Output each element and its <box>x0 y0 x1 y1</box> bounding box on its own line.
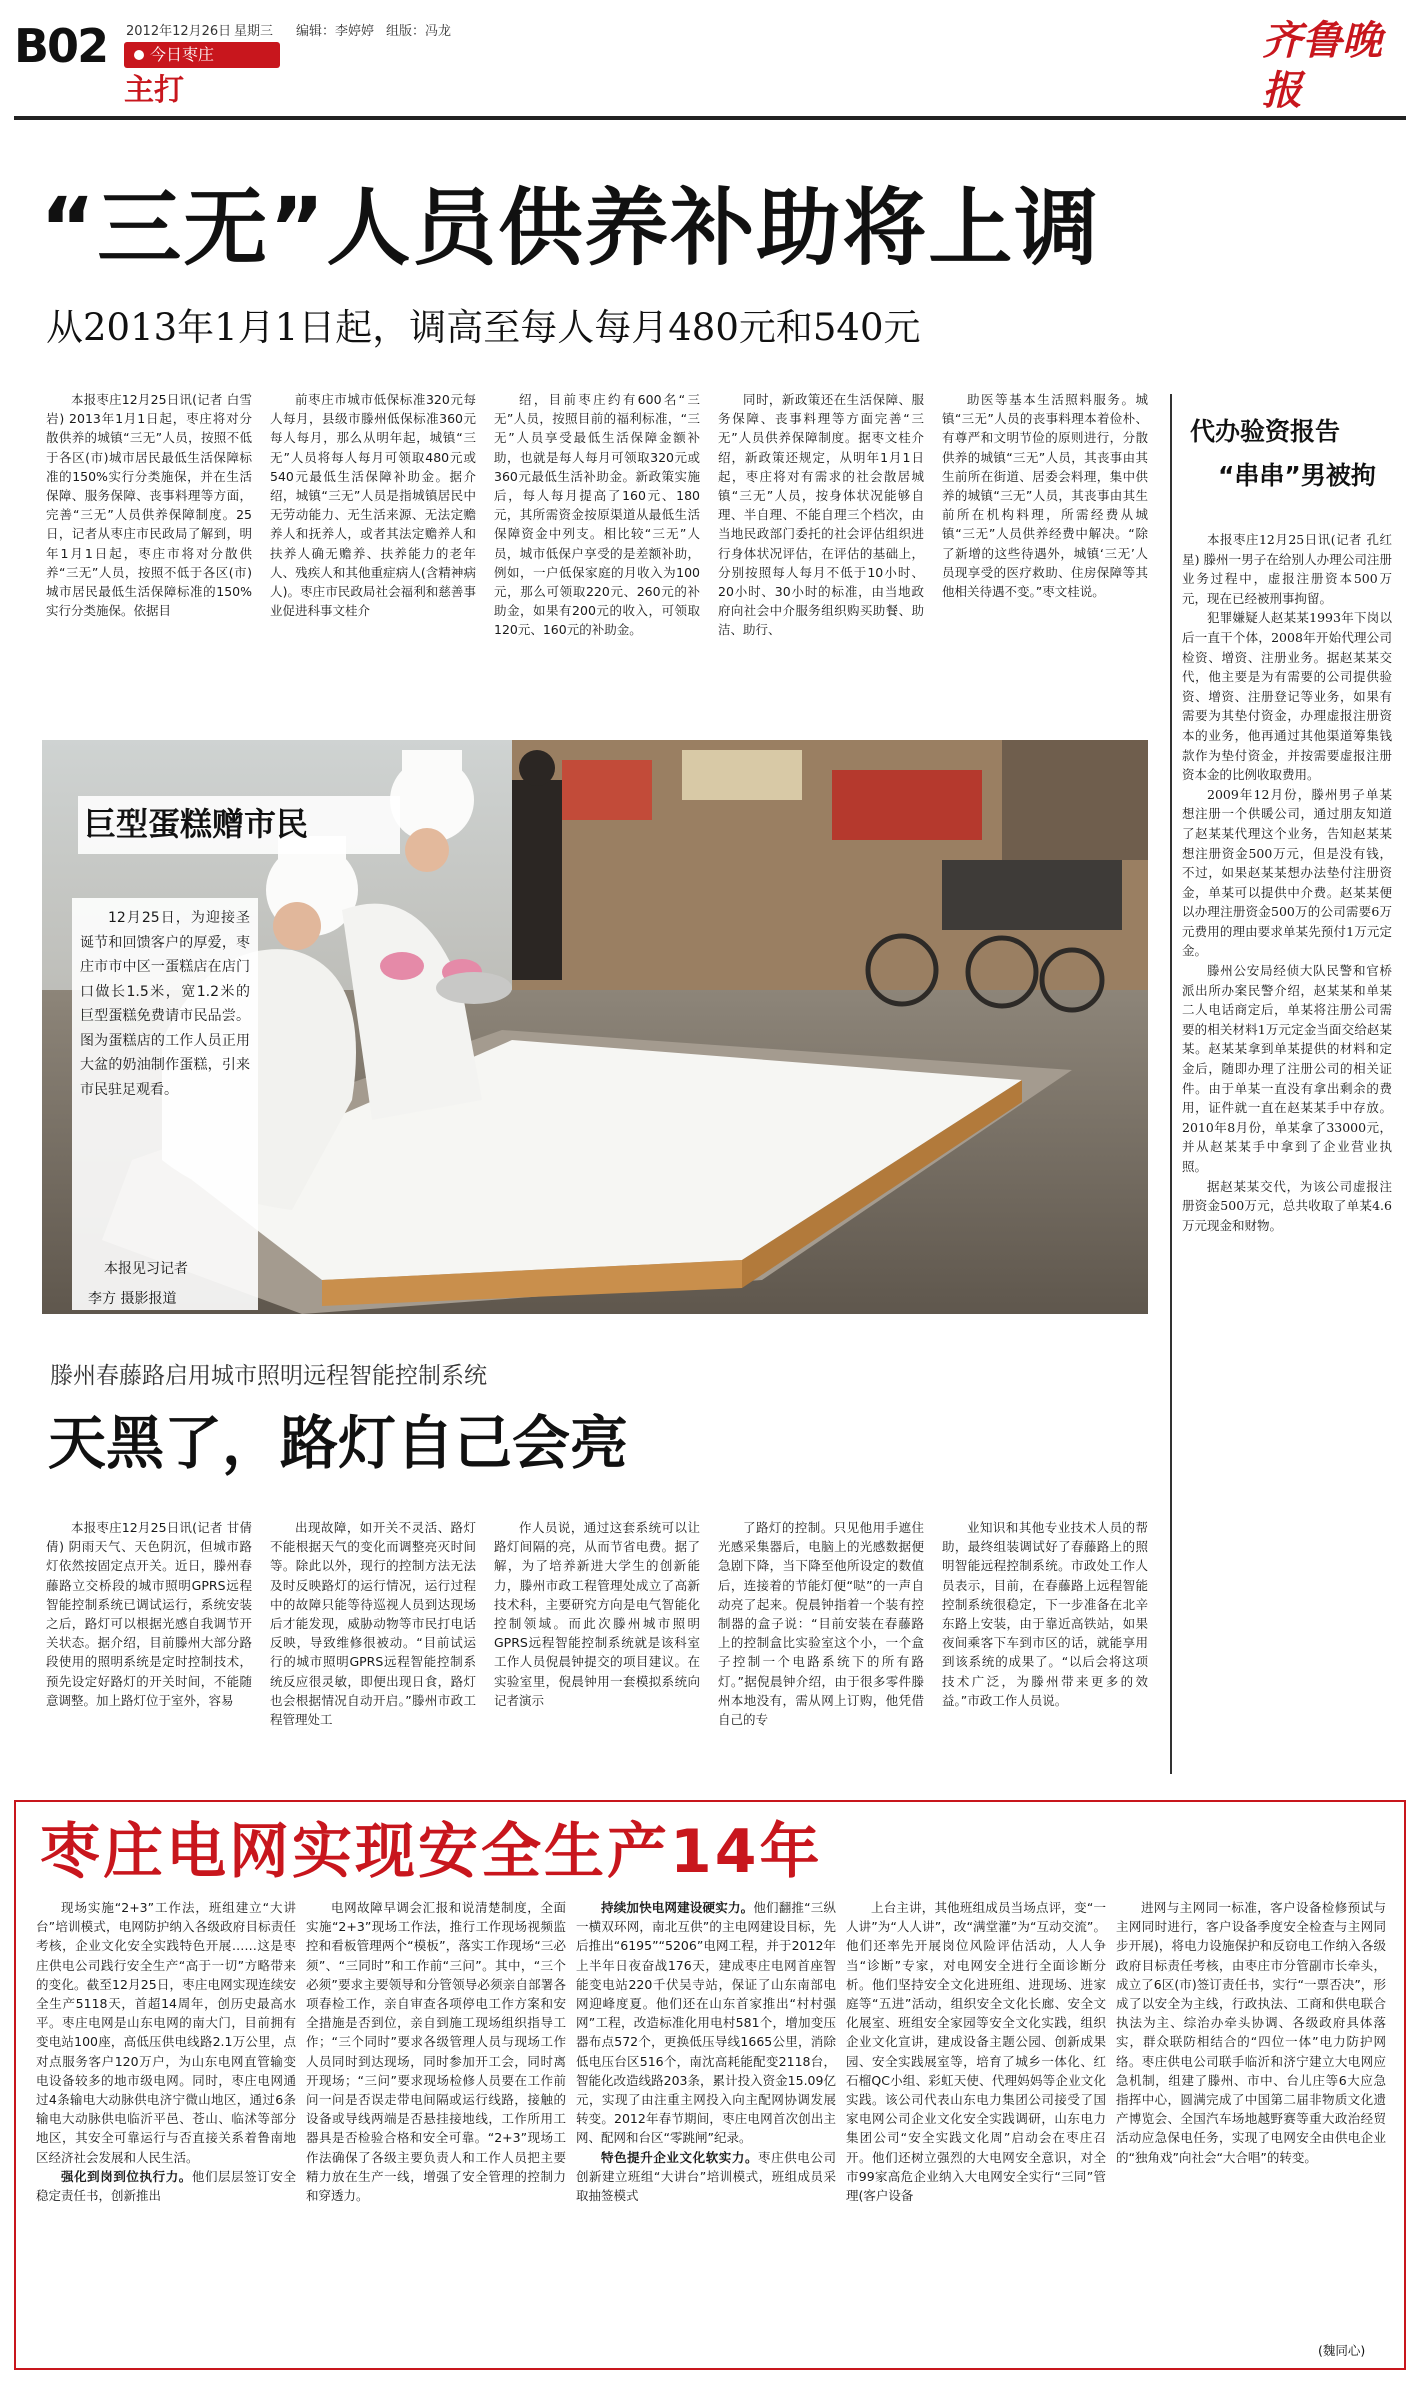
sidebar-title-2: “串串”男被拘 <box>1218 461 1376 490</box>
lead-paragraph: 助医等基本生活照料服务。城镇“三无”人员的丧事料理本着俭朴、有尊严和文明节俭的原则进行，分散供养的城镇“三无”人员，其丧事由其生前所在街道、居委会料理，集中供养的城镇“三无”人员，其丧事由其生前所在机构料理，所需经费从城镇“三无”人员供养经费中解决。“除了新增的这些待遇外，城镇‘三无’人员现享受的医疗救助、住房保障等其他相关待遇不变。”枣文桂说。 <box>942 392 1148 600</box>
grid-col-1 <box>36 1898 296 2364</box>
lights-paragraph: 业知识和其他专业技术人员的帮助，最终组装调试好了春藤路上的照明智能远程控制系统。市政处工作人员表示，目前，在春藤路上远程智能控制系统很稳定，下一步准备在北辛东路上安装，由于靠近高铁站，如果夜间乘客下车到市区的话，就能享用到该系统的成果了。“以后会将这项技术广泛，为滕州带来更多的效益。”市政工作人员说。 <box>942 1520 1148 1708</box>
masthead-rule <box>14 116 1406 120</box>
lead-col-4 <box>718 390 924 706</box>
lead-col-2 <box>270 390 476 706</box>
lead-paragraph: 本报枣庄12月25日讯(记者 白雪岩) 2013年1月1日起，枣庄将对分散供养的城镇“三无”人员，按照不低于各区(市)城市居民最低生活保障标准的150%实行分类施保，并在生活保障、服务保障、丧事料理等方面，完善“三无”人员供养保障制度。25日，记者从枣庄市民政局了解到，明年1月1日起，枣庄市将对分散供养“三无”人员，按照不低于各区(市)城市居民最低生活保障标准的150%实行分类施保。依据目 <box>46 392 252 619</box>
masthead-layout: 组版：冯龙 <box>386 24 452 39</box>
sidebar-body <box>1182 530 1392 1766</box>
photo-credit-1: 本报见习记者 <box>104 1261 188 1277</box>
lead-col-1 <box>46 390 252 706</box>
grid-text: 枣庄供电公司创新建立班组“大讲台”培训模式，班组成员采取抽签模式 <box>576 2149 836 2204</box>
grid-text: 他们翻推“三纵一横双环网，南北互供”的主电网建设目标，先后推出“6195”“5206”电网工程，并于2012年上半年日夜奋战176天，建成枣庄电网首座智能变电站220千伏吴寺站，保证了山东南部电网迎峰度夏。他们还在山东首家推出“村村强网”工程，改造标准化用电村581个，增加变压器布点572个，更换低压导线1665公里，消除低电压台区516个，南沈高耗能配变2118台，智能化改造线路203条，累计投入资金15.09亿元，实现了由注重主网投入向主配网协调发展转变。2012年春节期间，枣庄电网首次创出主网、配网和台区“零跳闸”纪录。 <box>576 1900 836 2146</box>
grid-paragraph: 上台主讲，其他班组成员当场点评，变“一人讲”为“人人讲”，改“满堂灌”为“互动交流”。他们还率先开展岗位风险评估活动，人人争当“诊断”专家，对电网安全进行全面诊断分析。他们坚持安全文化进班组、进现场、进家庭等“五进”活动，组织安全文化长廊、安全文化展室、班组安全家园等安全文化实践，组织企业文化宣讲，建成设备主题公园、创新成果园、安全实践展室等，培育了城乡一体化、红石榴QC小组、彩虹天使、代理妈妈等企业文化实践。该公司代表山东电力集团公司接受了国家电网公司企业文化安全实践调研，山东电力集团公司“安全实践文化周”启动会在枣庄召开。他们还树立强烈的大电网安全意识，对全市99家高危企业纳入大电网安全实行“三同”管理(客户设备 <box>846 1900 1106 2204</box>
grid-subhead: 特色提升企业文化软实力。 <box>601 2149 759 2165</box>
grid-subhead: 强化到岗到位执行力。 <box>61 2168 192 2184</box>
photo-credit-2: 李方 摄影报道 <box>88 1291 177 1307</box>
photo-caption <box>80 906 250 1226</box>
section-tag-label: 今日枣庄 <box>150 45 215 64</box>
page-number: B02 <box>14 19 108 73</box>
grid-col-5 <box>1116 1898 1386 2338</box>
masthead-date: 2012年12月26日 <box>126 24 232 39</box>
sidebar-paragraph: 据赵某某交代，为该公司虚报注册资金500万元，总共收取了单某4.6万元现金和财物。 <box>1182 1178 1392 1233</box>
lead-subhead: 从2013年1月1日起，调高至每人每月480元和540元 <box>46 306 921 349</box>
sidebar-paragraph: 犯罪嫌疑人赵某某1993年下岗以后一直干个体，2008年开始代理公司检资、增资、注册业务。据赵某某交代，他主要是为有需要的公司提供验资、增资、注册登记等业务，如果有需要为其垫付资金，办理虚报注册资本的业务，他再通过其他渠道筹集钱款作为垫付资金，并按需要虚报注册资本金的比例收取费用。 <box>1182 610 1392 783</box>
lights-col-2 <box>270 1518 476 1778</box>
masthead-weekday: 星期三 <box>234 24 274 39</box>
lights-col-3 <box>494 1518 700 1778</box>
grid-subhead: 持续加快电网建设硬实力。 <box>601 1900 754 1915</box>
lights-paragraph: 了路灯的控制。只见他用手遮住光感采集器后，电脑上的光感数据便急剧下降，当下降至他所设定的数值后，连接着的节能灯便“哒”的一声自动亮了起来。倪晨钟指着一个装有控制器的盒子说：“目前安装在春藤路上的控制盒比实验室这个小，一个盒子控制一个电路系统下的所有路灯。”据倪晨钟介绍，由于很多零件滕州本地没有，需从网上订购，他凭借自己的专 <box>718 1520 924 1728</box>
lights-headline: 天黑了，路灯自己会亮 <box>48 1409 629 1477</box>
lights-col-4 <box>718 1518 924 1778</box>
grid-col-4 <box>846 1898 1106 2364</box>
photo-title: 巨型蛋糕赠市民 <box>84 805 309 843</box>
grid-paragraph-lead <box>576 1898 836 2148</box>
sidebar-divider <box>1170 394 1172 1774</box>
lead-col-5 <box>942 390 1148 706</box>
lights-kicker: 滕州春藤路启用城市照明远程智能控制系统 <box>50 1363 487 1389</box>
grid-col-2 <box>306 1898 566 2364</box>
grid-paragraph: 进网与主网同一标准，客户设备检修预试与主网同时进行，客户设备季度安全检查与主网同步开展)，将电力设施保护和反窃电工作纳入各级政府目标责任考核，由枣庄市分管副市长牵头，成立了6区(市)签订责任书，实行“一票否决”，形成了以安全为主线，行政执法、工商和供电联合执法为主、综治办牵头协调、各级政府具体落实，群众联防相结合的“四位一体”电力防护网络。枣庄供电公司联手临沂和济宁建立大电网应急机制，组建了滕州、市中、台儿庄等6大应急指挥中心，圆满完成了中国第二届非物质文化遗产博览会、全国汽车场地越野赛等重大政治经贸活动应急保电任务，实现了电网安全由供电企业的“独角戏”向社会“大合唱”的转变。 <box>1116 1900 1386 2165</box>
grid-credit: (魏同心) <box>1318 2343 1366 2358</box>
section-tag-marker <box>134 50 144 60</box>
lights-paragraph: 作人员说，通过这套系统可以让路灯间隔的亮，从而节省电费。据了解，为了培养新进大学生的创新能力，滕州市政工程管理处成立了高新技术科，主要研究方向是电气智能化控制领域。而此次滕州城市照明GPRS远程智能控制系统就是该科室工作人员倪晨钟提交的项目建议。在实验室里，倪晨钟用一套模拟系统向记者演示 <box>494 1520 700 1708</box>
grid-paragraph-lead <box>36 2167 296 2205</box>
masthead-editor: 编辑：李婷婷 <box>296 24 375 39</box>
lead-col-3 <box>494 390 700 706</box>
lights-paragraph: 本报枣庄12月25日讯(记者 甘倩倩) 阴雨天气、天色阴沉，但城市路灯依然按固定点开关。近日，滕州春藤路立交桥段的城市照明GPRS远程智能控制系统已调试运行，系统安装之后，路灯可以根据光感自我调节开关状态。据介绍，目前滕州大部分路段使用的照明系统是定时控制技术，预先设定好路灯的开关时间，不能随意调整。加上路灯位于室外，容易 <box>46 1520 252 1708</box>
grid-text: 他们层层签订安全稳定责任书，创新推出 <box>36 2168 296 2204</box>
sidebar-paragraph: 滕州公安局经侦大队民警和官桥派出所办案民警介绍，赵某某和单某二人电话商定后，单某将注册公司需要的相关材料1万元定金当面交给赵某某。赵某某拿到单某提供的材料和定金后，随即办理了注册公司的相关证件。由于单某一直没有拿出剩余的费用，证件就一直在赵某某手中存放。2010年8月份，单某拿了33000元，并从赵某某手中拿到了企业营业执照。 <box>1182 963 1392 1174</box>
sidebar-paragraph: 本报枣庄12月25日讯(记者 孔红星) 滕州一男子在给别人办理公司注册业务过程中，虚报注册资本500万元，现在已经被刑事拘留。 <box>1182 532 1392 606</box>
grid-paragraph-lead <box>576 2148 836 2206</box>
photo-caption-text: 12月25日，为迎接圣诞节和回馈客户的厚爱，枣庄市市中区一蛋糕店在店门口做长1.5米，宽1.2米的巨型蛋糕免费请市民品尝。图为蛋糕店的工作人员正用大盆的奶油制作蛋糕，引来市民驻足观看。 <box>80 910 250 1098</box>
grid-col-3 <box>576 1898 836 2364</box>
sidebar-paragraph: 2009年12月份，滕州男子单某想注册一个供暖公司，通过朋友知道了赵某某代理这个业务，告知赵某某想注册资金500万元，但是没有钱，不过，如果赵某某想办法垫付注册资金，单某可以提供中介费。赵某某便以办理注册资金500万的公司需要6万元费用的理由要求单某先预付1万元定金。 <box>1182 786 1392 959</box>
grid-paragraph: 现场实施“2+3”工作法，班组建立“大讲台”培训模式，电网防护纳入各级政府目标责任考核，企业文化安全实践特色开展……这是枣庄供电公司践行安全生产“高于一切”方略带来的变化。截至12月25日，枣庄电网实现连续安全生产5118天，首超14周年，创历史最高水平。枣庄电网是山东电网的南大门，目前拥有变电站100座，高低压供电线路2.1万公里，点对点服务客户120万户，为山东电网直管输变电设备较多的地市级电网。同时，枣庄电网通过4条输电大动脉供电济宁微山地区，通过6条输电大动脉供电临沂平邑、苍山、临沭等部分地区，其安全可靠运行与否直接关系着鲁南地区经济社会发展和人民生活。 <box>36 1900 296 2165</box>
lead-paragraph: 绍，目前枣庄约有600名“三无”人员，按照目前的福利标准，“三无”人员享受最低生活保障金额补助，也就是每人每月可领取320元或360元最低生活补助金。新政策实施后，每人每月提高了160元、180元，其所需资金按原渠道从最低生活保障资金中列支。相比较“三无”人员，城市低保户享受的是差额补助，例如，一户低保家庭的月收入为100元，那么可领取220元、260元的补助金，如果有200元的收入，可领取120元、160元的补助金。 <box>494 392 700 638</box>
grid-headline: 枣庄电网实现安全生产14年 <box>40 1817 823 1887</box>
paper-logo: 齐鲁晚报 <box>1262 17 1382 114</box>
lead-paragraph: 同时，新政策还在生活保障、服务保障、丧事料理等方面完善“三无”人员供养保障制度。据枣文桂介绍，新政策还规定，从明年1月1日起，枣庄将对有需求的社会散居城镇“三无”人员，按身体状况能够自理、半自理、不能自理三个档次，由当地民政部门委托的社会评估组织进行身体状况评估，在评估的基础上，分别按照每人每月不低于10小时、20小时、30小时的标准，由当地政府向社会中介服务组织购买助餐、助洁、助行、 <box>718 392 924 638</box>
grid-paragraph: 电网故障早调会汇报和说清楚制度，全面实施“2+3”现场工作法，推行工作现场视频监控和看板管理两个“模板”，落实工作现场“三必须”、“三同时”和工作前“三问”。其中，“三个必须”要求主要领导和分管领导必须亲自部署各项春检工作，亲自审查各项停电工作方案和安全措施是否到位，亲自到施工现场组织指导工作；“三个同时”要求各级管理人员与现场工作人员同时到达现场，同时参加开工会，同时离开现场；“三问”要求现场检修人员要在工作前问一问是否误走带电间隔或运行线路，接触的设备或导线两端是否悬挂接地线，工作所用工器具是否检验合格和安全可靠。“2+3”现场工作法确保了各级主要负责人和工作人员把主要精力放在生产一线，增强了安全管理的控制力和穿透力。 <box>306 1900 566 2204</box>
lights-col-1 <box>46 1518 252 1778</box>
sidebar-title-1: 代办验资报告 <box>1190 417 1341 446</box>
lead-headline: “三无”人员供养补助将上调 <box>40 179 1101 277</box>
column-name: 主打 <box>124 73 184 108</box>
lights-paragraph: 出现故障，如开关不灵活、路灯不能根据天气的变化而调整亮灭时间等。除此以外，现行的控制方法无法及时反映路灯的运行情况，运行过程中的故障只能等待巡视人员到达现场后才能发现，威胁动物等市民打电话反映，导致维修很被动。“目前试运行的城市照明GPRS远程智能控制系统反应很灵敏，即便出现日食，路灯也会根据情况自动开启。”滕州市政工程管理处工 <box>270 1520 476 1728</box>
lights-col-5 <box>942 1518 1148 1778</box>
lead-paragraph: 前枣庄市城市低保标准320元每人每月，县级市滕州低保标准360元每人每月，那么从明年起，城镇“三无”人员将每人每月可领取480元或540元最低生活保障补助金。据介绍，城镇“三无”人员是指城镇居民中无劳动能力、无生活来源、无法定赡养人和抚养人，或者其法定赡养人和扶养人确无赡养、扶养能力的老年人、残疾人和其他重症病人(含精神病人)。枣庄市民政局社会福利和慈善事业促进科事文桂介 <box>270 392 476 619</box>
